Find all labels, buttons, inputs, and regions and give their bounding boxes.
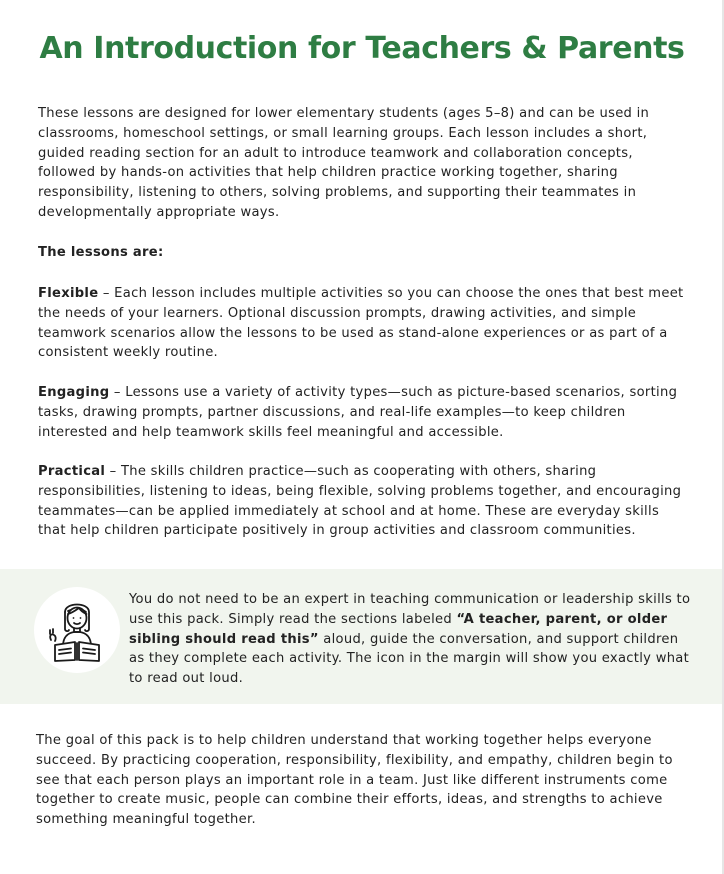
- read-aloud-callout: [0, 569, 722, 704]
- feature-separator: –: [98, 286, 115, 301]
- feature-description: The skills children practice—such as cooperating with others, sharing responsibilities, listening to ideas, being flexible, solving problems together, and encouraging teammates—can be applied immediately at school and at home. These are everyday skills that help children participate positively in group activities and classroom communities.: [38, 464, 682, 539]
- goal-paragraph: The goal of this pack is to help children understand that working together helps everyone succeed. By practicing cooperation, responsibility, flexibility, and empathy, children begin to see that each person plays an important role in a team. Just like different instruments come together to create music, people can combine their efforts, ideas, and strengths to achieve something meaningful together.: [36, 733, 673, 828]
- feature-description: Each lesson includes multiple activities so you can choose the ones that best meet the needs of your learners. Optional discussion prompts, drawing activities, and simple teamwork scenarios allow the lessons to be used as stand-alone experiences or as part of a consistent weekly routine.: [38, 286, 684, 361]
- page-title: An Introduction for Teachers & Parents: [39, 31, 685, 66]
- feature-engaging: [38, 383, 688, 442]
- feature-separator: –: [109, 385, 126, 400]
- callout-read-label: “A teacher, parent, or older sibling should read this”: [129, 611, 668, 647]
- feature-flexible: [38, 284, 688, 363]
- feature-description: Lessons use a variety of activity types—such as picture-based scenarios, sorting tasks, drawing prompts, partner discussions, and real-life examples—to keep children interested and help teamwork skills feel meaningful and accessible.: [38, 385, 678, 440]
- callout-text-after: aloud, guide the conversation, and support children as they complete each activity. The icon in the margin will show you exactly what to read out loud.: [129, 631, 690, 687]
- feature-term: Flexible: [38, 286, 99, 301]
- feature-term: Practical: [38, 464, 106, 479]
- feature-term: Engaging: [38, 385, 110, 400]
- adult-reading-book-icon: [34, 587, 120, 673]
- lessons-heading: The lessons are:: [38, 245, 164, 260]
- callout-text-before: You do not need to be an expert in teaching communication or leadership skills to use this pack. Simply read the sections labeled: [129, 592, 691, 627]
- intro-paragraph: These lessons are designed for lower elementary students (ages 5–8) and can be used in classrooms, homeschool settings, or small learning groups. Each lesson includes a short, guided reading section for an adult to introduce teamwork and collaboration concepts, followed by hands-on activities that help children practice working together, sharing responsibility, listening to others, solving problems, and supporting their teammates in developmentally appropriate ways.: [38, 106, 650, 220]
- feature-practical: [38, 462, 688, 541]
- feature-separator: –: [105, 464, 121, 479]
- callout-text: [129, 590, 694, 689]
